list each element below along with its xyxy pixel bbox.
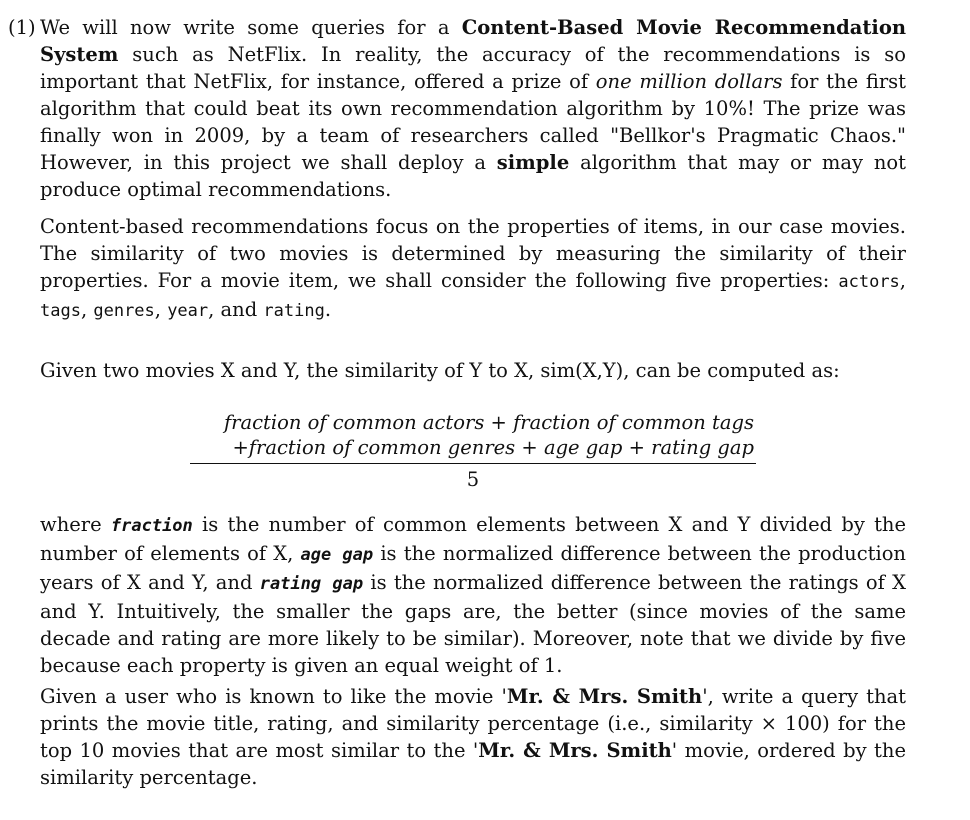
code-tags: tags: [40, 301, 81, 321]
code-year: year: [167, 301, 209, 321]
text-run: We will now write some queries for a: [40, 16, 462, 39]
plus-operator: +: [232, 436, 249, 459]
text-run: ', write a query that prints the movie title, rating, and similarity percentage (i.e., similarity × 100) for the top 10 movies that are most similar to the ': [40, 685, 907, 762]
bold-term-simple: simple: [496, 151, 570, 174]
denominator: 5: [466, 468, 480, 491]
code-genres: genres: [93, 301, 155, 321]
term-actors: fraction of common actors: [223, 411, 485, 434]
term-age-gap: age gap: [543, 436, 623, 459]
term-tags: fraction of common tags: [513, 411, 754, 434]
plus-operator: +: [622, 436, 652, 459]
text-run: is the normalized difference between the production years of X and Y, and: [40, 542, 906, 594]
plus-operator: +: [515, 436, 544, 459]
bold-term-system: Content-Based Movie Recommendation System: [40, 16, 907, 66]
text-run: .: [324, 298, 332, 321]
term-genres: fraction of common genres: [248, 436, 516, 459]
item-number: (1): [8, 16, 36, 39]
text-run: Content-based recommendations focus on the properties of items, in our case movies. The similarity of two movies is determined by measuring the similarity of their properties. For a movie item, we shall consider the following five properties:: [40, 215, 906, 292]
text-run: Given a user who is known to like the movie ': [40, 685, 507, 708]
text-run: ,: [80, 298, 94, 321]
plus-operator: +: [484, 411, 514, 434]
text-run: where: [40, 513, 111, 536]
bold-movie-title: Mr. & Mrs. Smith: [506, 685, 703, 708]
bold-movie-title: Mr. & Mrs. Smith: [478, 739, 672, 762]
similarity-intro: Given two movies X and Y, the similarity of Y to X, sim(X,Y), can be computed as:: [40, 359, 840, 382]
text-run: ,: [154, 298, 168, 321]
task-paragraph: [40, 683, 906, 791]
text-run: such as NetFlix. In reality, the accuracy of the recommendations is so important that NetFlix, for instance, offered a prize of: [40, 43, 906, 93]
text-run: , and: [208, 298, 264, 321]
numerator-line-2: [190, 435, 756, 460]
text-run: ,: [899, 269, 906, 292]
text-run: for the first algorithm that could beat its own recommendation algorithm by 10%! The prize was finally won in 2009, by a team of researchers called "Bellkor's Pragmatic Chaos." However, in this project we shall deploy a: [40, 70, 906, 174]
text-run: is the number of common elements between X and Y divided by the number of elements of X,: [40, 513, 906, 565]
code-age-gap: age gap: [300, 545, 374, 565]
code-rating: rating: [263, 301, 325, 321]
similarity-formula: [190, 410, 756, 492]
code-fraction: fraction: [110, 516, 193, 536]
properties-paragraph: [40, 213, 906, 325]
italic-prize-amount: one million dollars: [595, 70, 783, 93]
numerator-line-1: [190, 410, 756, 435]
code-rating-gap: rating gap: [259, 574, 364, 594]
definitions-paragraph: [40, 511, 906, 679]
intro-paragraph: [40, 14, 906, 203]
term-rating-gap: rating gap: [651, 436, 754, 459]
text-run: ' movie, ordered by the similarity percentage.: [40, 739, 906, 789]
fraction-bar: [190, 463, 756, 464]
text-run: is the normalized difference between the ratings of X and Y. Intuitively, the smaller the gaps are, the better (since movies of the same decade and rating are more likely to be similar). Moreover, note that we divide by five because each property is given an equal weight of 1.: [40, 571, 907, 677]
code-actors: actors: [838, 272, 900, 292]
text-run: algorithm that may or may not produce optimal recommendations.: [40, 151, 906, 201]
